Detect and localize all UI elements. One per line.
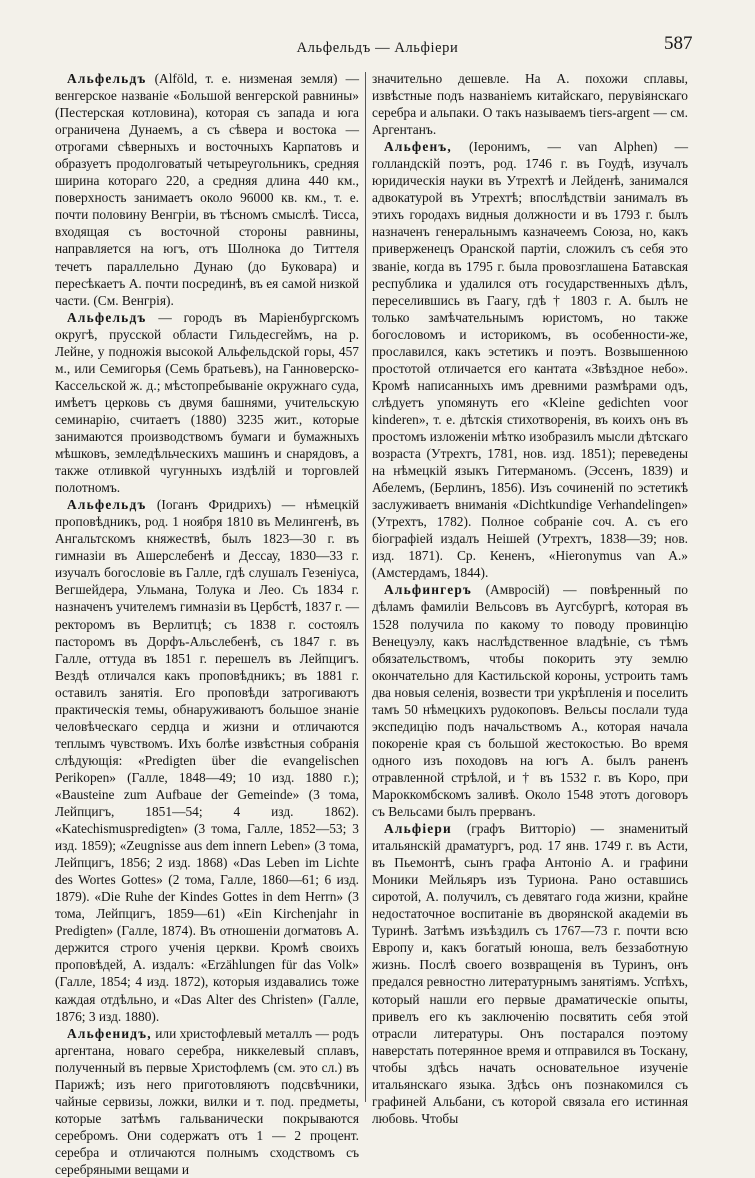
entry-text: (Амвросій) — повѣренный по дѣламъ фамиліи Вельсовъ въ Аугсбургѣ, которая въ 1528 получила по какому то поводу провинцію Венецуэлу, какъ наслѣдственное владѣніе, съ тѣмъ обязательствомъ, чтобы покорить эту землю окончательно для Кастильской короны, устроить тамъ два новыя селенія, возвести три укрѣпленія и поселить тамъ 50 нѣмецкихъ рудокоповъ. Вельсы послали туда экспедицію подъ начальствомъ А., которая начала покореніе края съ большой жестокостью. Во время одного изъ походовъ на югъ А. былъ раненъ отравленной стрѣлой, и † въ 1532 г. въ Коро, при Мароккомбскомъ заливѣ. Около 1548 этотъ договоръ съ Вельсами былъ прерванъ. <box>372 582 688 820</box>
entry-alfeld-preacher <box>55 496 359 1024</box>
entry-headword: Альфингеръ <box>384 582 473 598</box>
entry-text: (графъ Витторіо) — знаменитый итальянскій драматургъ, род. 17 янв. 1749 г. въ Асти, въ Пьемонтѣ, сынъ графа Антоніо А. и графини Моники Мейльяръ изъ Туриона. Рано оставшись сиротой, А. получилъ, съ девятаго года жизни, крайне недостаточное воспитаніе въ дворянской академіи въ Туринѣ. Затѣмъ изъѣздилъ съ 1767—73 г. почти всю Европу и, какъ богатый юноша, велъ беззаботную жизнь. Послѣ своего возвращенія въ Туринъ, онъ предался ревностно литературнымъ занятіямъ. Успѣхъ, который нашли его первые драматическіе опыты, привелъ его къ заключенію посвятить себя этой отрасли литературы. Онъ постарался поэтому наверстать потерянное время и отправился въ Тоскану, чтобы здѣсь начать основательное изученіе итальянскаго языка. Здѣсь онъ познакомился съ графиней Альбани, съ которой связала его истинная любовь. Чтобы <box>372 821 688 1126</box>
entry-headword: Альфельдъ <box>67 71 147 86</box>
right-column <box>372 70 688 1126</box>
page-number: 587 <box>664 33 693 54</box>
entry-alphen <box>372 138 688 581</box>
running-header: Альфельдъ — Альфіери <box>296 40 459 56</box>
entry-text: (Іоганъ Фридрихъ) — нѣмецкій проповѣдникъ, род. 1 ноября 1810 въ Мелингенѣ, въ Ангальтскомъ княжествѣ, былъ 1823—30 г. въ гимназіи въ Ашерслебенѣ и Дессау, 1830—33 г. изучалъ богословіе въ Галле, гдѣ слушалъ Гезеніуса, Вегшейдера, Ульмана, Толука и Лео. Съ 1834 г. назначенъ учителемъ гимназіи въ Цербстѣ, 1837 г. — ректоромъ въ Верлитцѣ; съ 1838 г. состоялъ пасторомъ въ Дорфъ-Альслебенѣ, съ 1847 г. въ Галле, оттуда въ 1851 г. перешелъ въ Лейпцигъ. Вездѣ отличался какъ проповѣдникъ; въ 1881 г. оставилъ занятія. Его проповѣди затрогиваютъ практическія темы, обнаруживаютъ большое знаніе человѣческаго сердца и жизни и отличаются теплымъ чувствомъ. Ихъ болѣе извѣстныя собранія слѣдующія: «Predigten über die evangelischen Perikopen» (Галле, 1848—49; 10 изд. 1880 г.); «Bausteine zum Aufbaue der Gemeinde» (3 тома, Лейпцигъ, 1851—54; 4 изд. 1862). «Katechismuspredigten» (3 тома, Галле, 1852—53; 3 изд. 1859); «Zeugnisse aus dem innern Leben» (3 тома, Лейпцигъ, 1856; 2 изд. 1868) «Das Leben im Lichte des Wortes Gottes» (2 тома, Галле, 1860—61; 6 изд. 1879). «Die Ruhe der Kindes Gottes in dem Herrn» (3 тома, Лейпцигъ, 1859—61) «Ein Kirchenjahr in Predigten» (Галле, 1874). Въ отношеніи догматовъ А. держится строго ученія церкви. Кромѣ своихъ проповѣдей, А. издалъ: «Erzählungen für das Volk» (Галле, 1854; 4 изд. 1872), которыя издавались тоже каждая отдѣльно, и «Das Alter des Christen» (Галле, 1876; 3 изд. 1880). <box>55 497 359 1024</box>
entry-text: или христофлевый металлъ — родъ аргентана, новаго серебра, никкелевый сплавъ, полученный въ первые Христофлемъ (см. это сл.) въ Парижѣ; изъ него приготовляютъ подсвѣчники, чайные сервизы, ложки, вилки и т. под. предметы, которые затѣмъ гальванически покрываются серебромъ. Они содержатъ отъ 1 — 2 процент. серебра и отличаются полнымъ сходствомъ съ серебряными вещами и <box>55 1025 359 1177</box>
entry-headword: Альфенидъ, <box>67 1025 152 1041</box>
entry-headword: Альфельдъ <box>67 497 147 513</box>
entry-alfeld-plain <box>55 70 359 309</box>
entry-headword: Альфіери <box>384 821 452 837</box>
entry-continuation: значительно дешевле. На А. похожи сплавы, извѣстные подъ названіемъ китайскаго, перувіянскаго серебра и альпаки. О такъ называемъ tiers-argent — см. Аргентанъ. <box>372 71 688 138</box>
entry-text: (Іеронимъ, — van Alphen) — голландскій поэтъ, род. 1746 г. въ Гоудѣ, изучалъ юридическія науки въ Утрехтѣ и Лейденѣ, занимался адвокатурой въ Утрехтѣ; впослѣдствіи занималъ въ этихъ городахъ видныя должности и въ 1793 г. былъ назначенъ генеральнымъ казначеемъ Союза, но, какъ приверженецъ Оранской партіи, сложилъ съ себя это званіе, когда въ 1795 г. была провозглашена Батавская республика и удалился отъ государственныхъ дѣлъ, переселившись въ Гаагу, гдѣ † 1803 г. А. былъ не только замѣчательнымъ юристомъ, но также богословомъ и историкомъ, въ особенности-же, прославился, какъ эстетикъ и поэтъ. Возвышенною простотой отличается его кантата «Звѣздное небо». Кромѣ написанныхъ имъ древними размѣрами одъ, слѣдуетъ упомянуть его «Kleine gedichten voor kinderen», т. е. дѣтскія стихотворенія, въ коихъ онъ въ простомъ изложеніи мѣтко изобразилъ мысли дѣтскаго возраста (Утрехтъ, 1781, нов. изд. 1851); переведены на нѣмецкій языкъ Гитерманомъ. (Эссенъ, 1839) и Абелемъ, (Берлинъ, 1856). Изъ сочиненій по эстетикѣ заслуживаетъ вниманія «Dichtkundige Verhandelingen» (Утрехтъ, 1782). Полное собраніе соч. А. съ его біографіей издалъ Неішей (Утрехтъ, 1838—39; нов. изд. 1871). Ср. Кененъ, «Hieronymus van A.» (Амстердамъ, 1844). <box>372 139 688 581</box>
entry-alfinger <box>372 581 688 820</box>
column-divider <box>365 72 366 1102</box>
entry-alfeld-town <box>55 309 359 497</box>
entry-text: — городъ въ Маріенбургскомъ округѣ, прусской области Гильдесгеймъ, на р. Лейне, у подножія высокой Альфельдской горы, 457 м., или Семигорья (Семь братьевъ), на Ганноверско-Кассельской ж. д.; мѣстопребываніе окружнаго суда, имѣетъ церковь съ двумя башнями, учительскую семинарію, считаетъ (1880) 3235 жит., которые занимаются производствомъ бумаги и бумажныхъ мѣшковъ, земледѣльческихъ машинъ и снарядовъ, а также отливкой чугунныхъ издѣлій и торговлей полотномъ. <box>55 309 359 496</box>
entry-headword: Альфенъ, <box>384 139 452 155</box>
entry-text: (Alföld, т. е. низменая земля) — венгерское названіе «Большой венгерской равнины» (Пестерская котловина), которая съ запада и юга ограничена Дунаемъ, а съ сѣвера и востока — отрогами сѣверныхъ и восточныхъ Карпатовъ и образуетъ продолговатый четыреугольникъ, средняя ширина котораго 220, а средняя длина 440 км., поверхность занимаетъ около 96000 кв. км., т. е. почти половину Венгріи, въ тѣсномъ смыслѣ. Тисса, входящая съ восточной стороны равнины, направляется на югъ, отъ Шолнока до Титтеля течетъ параллельно Дунаю (до Буковара) и пересѣкаетъ А. почти посрединѣ, въ ея самой низкой части. (См. Венгрія). <box>55 71 359 308</box>
left-column <box>55 70 359 1177</box>
entry-alfieri <box>372 820 688 1127</box>
entry-headword: Альфельдъ <box>67 309 147 325</box>
entry-alfenid <box>55 1025 359 1178</box>
